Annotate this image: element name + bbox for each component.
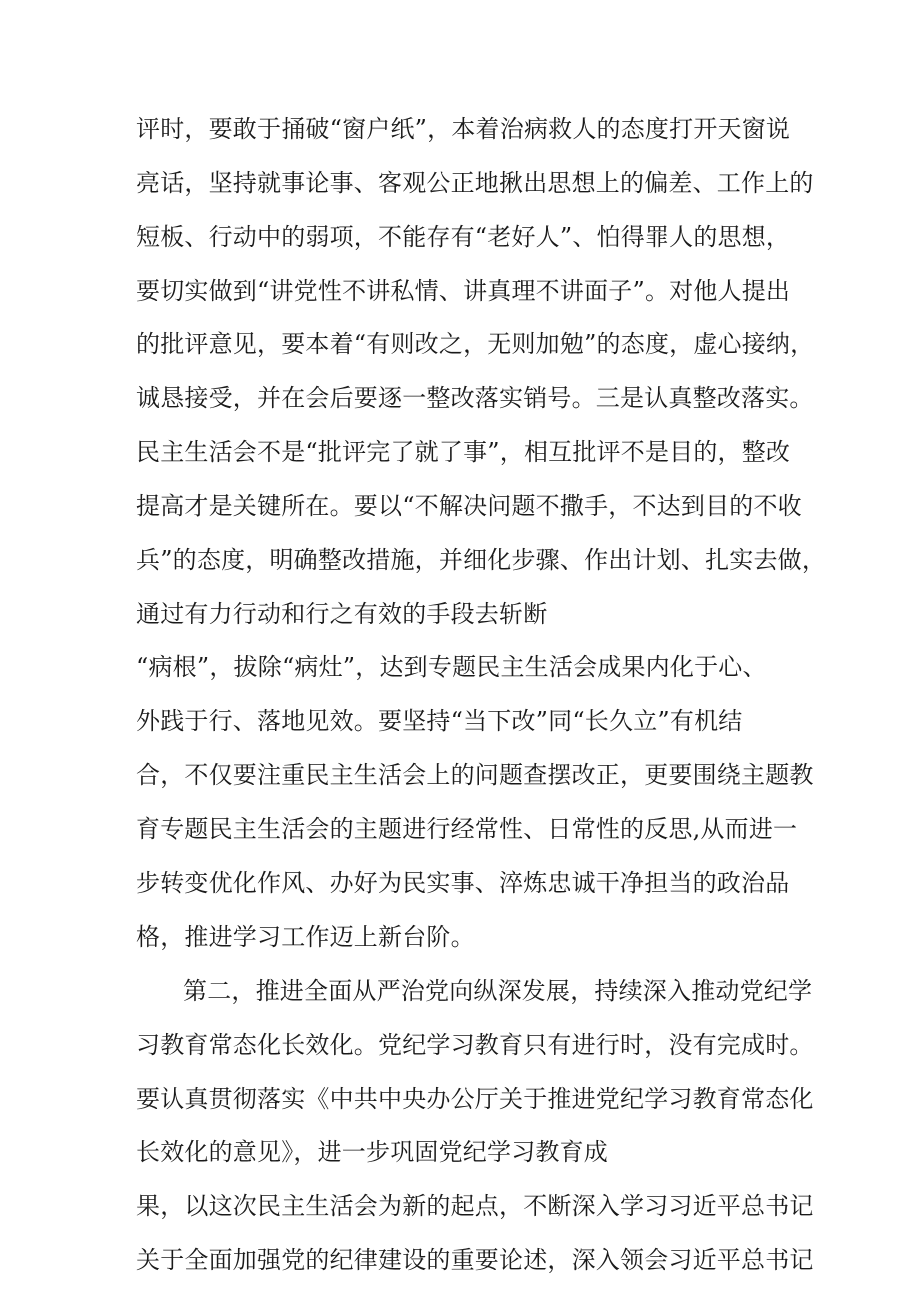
text-line-9: 兵”的态度，明确整改措施，并细化步骤、作出计划、扎实去做， — [136, 546, 827, 574]
text-line-20: 长效化的意见》，进一步巩固党纪学习教育成 — [136, 1138, 608, 1166]
text-line-22: 关于全面加强党的纪律建设的重要论述，深入领会习近平总书记 — [136, 1246, 814, 1274]
text-line-18: 习教育常态化长效化。党纪学习教育只有进行时，没有完成时。 — [136, 1031, 814, 1059]
text-line-21: 果，以这次民主生活会为新的起点，不断深入学习习近平总书记 — [136, 1192, 814, 1220]
text-line-12: 外践于行、落地见效。要坚持“当下改”同“长久立”有机结 — [136, 707, 743, 735]
text-line-6: 诚恳接受，并在会后要逐一整改落实销号。三是认真整改落实。 — [136, 384, 814, 412]
text-line-2: 亮话，坚持就事论事、客观公正地揪出思想上的偏差、工作上的 — [136, 169, 814, 197]
text-line-8: 提高才是关键所在。要以“不解决问题不撒手，不达到目的不收 — [136, 492, 802, 520]
text-line-17: 第二，推进全面从严治党向纵深发展，持续深入推动党纪学 — [183, 977, 813, 1005]
text-line-15: 步转变优化作风、办好为民实事、淬炼忠诚干净担当的政治品 — [136, 869, 790, 897]
text-line-19: 要认真贯彻落实《中共中央办公厅关于推进党纪学习教育常态化 — [136, 1085, 814, 1113]
text-line-16: 格，推进学习工作迈上新台阶。 — [136, 923, 475, 951]
text-line-5: 的批评意见，要本着“有则改之，无则加勉”的态度，虚心接纳， — [136, 330, 815, 358]
text-line-3: 短板、行动中的弱项，不能存有“老好人”、怕得罪人的思想， — [136, 223, 791, 251]
text-line-14: 育专题民主生活会的主题进行经常性、日常性的反思,从而进一 — [136, 815, 798, 843]
text-line-10: 通过有力行动和行之有效的手段去斩断 — [136, 600, 548, 628]
text-line-7: 民主生活会不是“批评完了就了事”，相互批评不是目的，整改 — [136, 438, 791, 466]
text-line-1: 评时，要敢于捅破“窗户纸”，本着治病救人的态度打开天窗说 — [136, 115, 791, 143]
text-line-11: “病根”，拔除“病灶”，达到专题民主生活会成果内化于心、 — [136, 653, 767, 681]
text-line-4: 要切实做到“讲党性不讲私情、讲真理不讲面子”。对他人提出 — [136, 277, 791, 305]
text-line-13: 合，不仅要注重民主生活会上的问题查摆改正，更要围绕主题教 — [136, 761, 814, 789]
